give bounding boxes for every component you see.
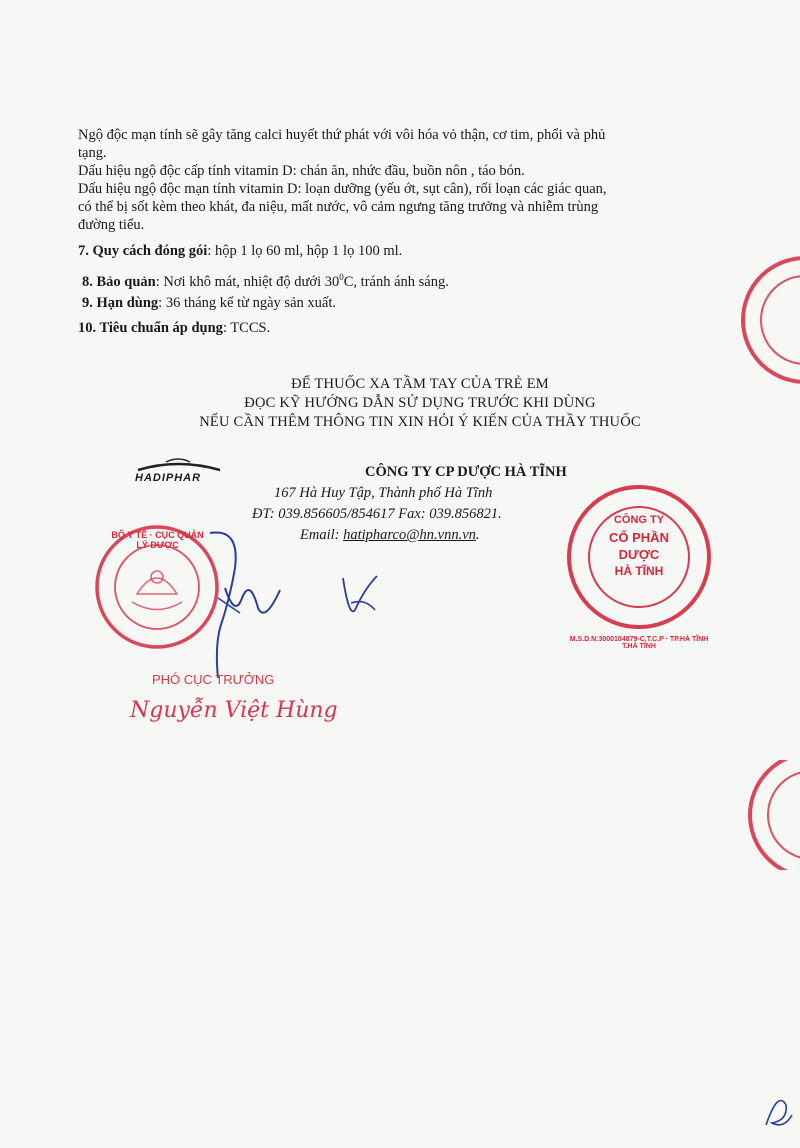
company-seal-ring: M.S.D.N:3000104879-C.T.C.P · TP.HÀ TĨNH T.HÀ TĨNH: [569, 636, 709, 650]
chronic-toxicity-signs-2: có thể bị sốt kèm theo khát, đa niệu, mất nước, vô cảm ngưng tăng trưởng và nhiễm trùng: [78, 199, 599, 215]
warning-block: [120, 375, 720, 432]
standard-value: : TCCS.: [222, 320, 271, 336]
company-seal-line1: CÔNG TY: [613, 514, 665, 526]
shelf-life-label: 9. Hạn dùng: [82, 295, 159, 311]
edge-seal-top-icon: [730, 250, 800, 390]
company-name: CÔNG TY CP DƯỢC HÀ TĨNH: [365, 464, 567, 480]
storage-value-tail: C, tránh ánh sáng.: [343, 273, 449, 290]
standard-label: 10. Tiêu chuẩn áp dụng: [78, 320, 223, 336]
email-link[interactable]: hatipharco@hn.vnn.vn: [343, 527, 476, 543]
warning-ask-doctor: NẾU CẦN THÊM THÔNG TIN XIN HỎI Ý KIẾN CỦA THẦY THUỐC: [199, 414, 641, 430]
shelf-life-item: [82, 294, 336, 312]
acute-toxicity-signs: Dấu hiệu ngộ độc cấp tính vitamin D: chán ăn, nhức đầu, buồn nôn , táo bón.: [78, 163, 525, 179]
chronic-toxicity-line: Ngộ độc mạn tính sẽ gây tăng calci huyết thứ phát với vôi hóa vỏ thận, cơ tim, phổi và phủ: [78, 127, 606, 143]
warning-children: ĐỂ THUỐC XA TẦM TAY CỦA TRẺ EM: [291, 376, 549, 392]
company-seal-line4: HÀ TĨNH: [614, 564, 664, 578]
signature-name: Nguyễn Việt Hùng: [130, 698, 338, 723]
warning-read-instructions: ĐỌC KỸ HƯỚNG DẪN SỬ DỤNG TRƯỚC KHI DÙNG: [244, 395, 596, 411]
company-phone-fax: ĐT: 039.856605/854617 Fax: 039.856821.: [252, 506, 502, 522]
chronic-toxicity-signs-1: Dấu hiệu ngộ độc mạn tính vitamin D: loạn dưỡng (yếu ớt, sụt cân), rối loạn các giác quan,: [78, 181, 607, 197]
packaging-value: : hộp 1 lọ 60 ml, hộp 1 lọ 100 ml.: [207, 243, 403, 259]
company-email-line: [300, 526, 480, 545]
director-signature-icon: [180, 528, 290, 688]
ministry-seal-ring: BỘ Y TẾ · CỤC QUẢN LÝ DƯỢC: [111, 530, 204, 550]
company-address: 167 Hà Huy Tập, Thành phố Hà Tĩnh: [274, 485, 493, 501]
company-signature-icon: [335, 568, 385, 628]
signature-title: PHÓ CỤC TRƯỞNG: [152, 672, 275, 687]
initials-mark-icon: [758, 1085, 798, 1135]
shelf-life-value: : 36 tháng kể từ ngày sản xuất.: [158, 295, 336, 311]
chronic-toxicity-line-cont: tạng.: [78, 145, 107, 161]
edge-seal-bottom-icon: [732, 760, 800, 870]
email-label: Email:: [300, 527, 344, 543]
degree-sup: 0: [339, 272, 344, 282]
company-seal-line3: DƯỢC: [618, 547, 660, 562]
packaging-item: [78, 242, 402, 260]
overdose-paragraph: [78, 126, 738, 234]
company-seal-text: [596, 512, 682, 580]
standard-item: [78, 319, 270, 337]
company-seal-line2: CỔ PHẦN: [609, 530, 669, 545]
storage-label: 8. Bảo quản: [82, 273, 156, 290]
logo-text: HADIPHAR: [135, 472, 202, 484]
email-tail: .: [475, 527, 480, 543]
storage-item: [82, 268, 449, 291]
storage-value: : Nơi khô mát, nhiệt độ dưới 30: [155, 273, 340, 290]
chronic-toxicity-signs-3: đường tiểu.: [78, 217, 145, 233]
packaging-label: 7. Quy cách đóng gói: [78, 243, 208, 259]
